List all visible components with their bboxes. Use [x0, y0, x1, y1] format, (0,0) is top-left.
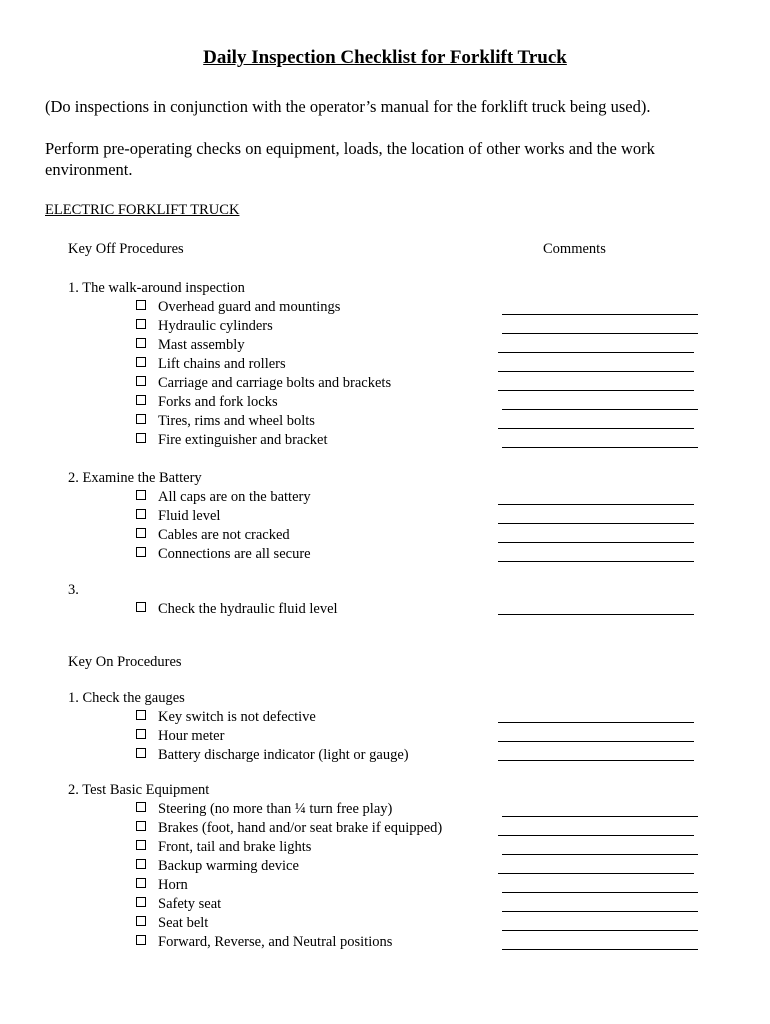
- checklist-item[interactable]: Fire extinguisher and bracket: [136, 432, 328, 449]
- gauges-heading: 1. Check the gauges: [68, 690, 185, 706]
- comment-line[interactable]: [498, 504, 694, 505]
- checkbox[interactable]: [136, 859, 146, 869]
- checkbox[interactable]: [136, 821, 146, 831]
- checkbox[interactable]: [136, 802, 146, 812]
- checklist-item[interactable]: Backup warming device: [136, 858, 299, 875]
- comment-line[interactable]: [502, 949, 698, 950]
- comment-line[interactable]: [498, 352, 694, 353]
- checklist-item[interactable]: Forks and fork locks: [136, 394, 278, 411]
- checkbox[interactable]: [136, 357, 146, 367]
- checklist-item[interactable]: Overhead guard and mountings: [136, 299, 340, 316]
- comment-line[interactable]: [498, 741, 694, 742]
- checkbox[interactable]: [136, 509, 146, 519]
- comments-heading: Comments: [543, 241, 606, 257]
- comment-line[interactable]: [498, 614, 694, 615]
- comment-line[interactable]: [502, 447, 698, 448]
- comment-line[interactable]: [498, 390, 694, 391]
- comment-line[interactable]: [498, 760, 694, 761]
- checkbox[interactable]: [136, 878, 146, 888]
- checklist-item[interactable]: Mast assembly: [136, 337, 245, 354]
- checklist-item[interactable]: Fluid level: [136, 508, 220, 525]
- checkbox[interactable]: [136, 897, 146, 907]
- checklist-item[interactable]: Lift chains and rollers: [136, 356, 286, 373]
- comment-line[interactable]: [498, 428, 694, 429]
- comment-line[interactable]: [498, 371, 694, 372]
- comment-line[interactable]: [502, 409, 698, 410]
- checklist-item[interactable]: Safety seat: [136, 896, 221, 913]
- checkbox[interactable]: [136, 414, 146, 424]
- checklist-item[interactable]: Connections are all secure: [136, 546, 311, 563]
- comment-line[interactable]: [502, 816, 698, 817]
- intro-instruction-line1: Perform pre-operating checks on equipment, loads, the location of other works and the work: [45, 139, 655, 158]
- checkbox[interactable]: [136, 710, 146, 720]
- comment-line[interactable]: [498, 523, 694, 524]
- comment-line[interactable]: [498, 561, 694, 562]
- checkbox[interactable]: [136, 490, 146, 500]
- checklist-item[interactable]: Tires, rims and wheel bolts: [136, 413, 315, 430]
- checklist-item[interactable]: Carriage and carriage bolts and brackets: [136, 375, 391, 392]
- checkbox[interactable]: [136, 729, 146, 739]
- hydraulic-heading: 3.: [68, 582, 79, 598]
- checklist-item[interactable]: Horn: [136, 877, 188, 894]
- checkbox[interactable]: [136, 376, 146, 386]
- checkbox[interactable]: [136, 300, 146, 310]
- intro-instruction-line2: environment.: [45, 160, 133, 179]
- checkbox[interactable]: [136, 602, 146, 612]
- basic-equipment-heading: 2. Test Basic Equipment: [68, 782, 210, 798]
- checkbox[interactable]: [136, 319, 146, 329]
- comment-line[interactable]: [498, 542, 694, 543]
- comment-line[interactable]: [498, 873, 694, 874]
- comment-line[interactable]: [498, 722, 694, 723]
- checklist-item[interactable]: Forward, Reverse, and Neutral positions: [136, 934, 392, 951]
- comment-line[interactable]: [502, 314, 698, 315]
- comment-line[interactable]: [502, 911, 698, 912]
- checkbox[interactable]: [136, 433, 146, 443]
- checklist-item[interactable]: Brakes (foot, hand and/or seat brake if equipped): [136, 820, 442, 837]
- key-on-heading: Key On Procedures: [68, 654, 182, 670]
- page-title: Daily Inspection Checklist for Forklift Truck: [203, 47, 567, 68]
- checklist-item[interactable]: Hydraulic cylinders: [136, 318, 273, 335]
- checkbox[interactable]: [136, 748, 146, 758]
- checkbox[interactable]: [136, 338, 146, 348]
- walk-around-heading: 1. The walk-around inspection: [68, 280, 245, 296]
- checkbox[interactable]: [136, 547, 146, 557]
- checklist-item[interactable]: Battery discharge indicator (light or gauge): [136, 747, 409, 764]
- section-heading: ELECTRIC FORKLIFT TRUCK: [45, 202, 240, 218]
- checkbox[interactable]: [136, 528, 146, 538]
- key-off-heading: Key Off Procedures: [68, 241, 184, 257]
- intro-note: (Do inspections in conjunction with the operator’s manual for the forklift truck being used).: [45, 97, 651, 116]
- comment-line[interactable]: [502, 333, 698, 334]
- checklist-item[interactable]: Cables are not cracked: [136, 527, 290, 544]
- checklist-item[interactable]: Hour meter: [136, 728, 224, 745]
- comment-line[interactable]: [502, 930, 698, 931]
- comment-line[interactable]: [502, 892, 698, 893]
- checklist-item[interactable]: Key switch is not defective: [136, 709, 316, 726]
- checkbox[interactable]: [136, 916, 146, 926]
- checkbox[interactable]: [136, 935, 146, 945]
- comment-line[interactable]: [502, 854, 698, 855]
- checkbox[interactable]: [136, 840, 146, 850]
- checklist-item[interactable]: Seat belt: [136, 915, 208, 932]
- checkbox[interactable]: [136, 395, 146, 405]
- checklist-item[interactable]: Check the hydraulic fluid level: [136, 601, 338, 618]
- checklist-item[interactable]: Front, tail and brake lights: [136, 839, 311, 856]
- comment-line[interactable]: [498, 835, 694, 836]
- checklist-item[interactable]: All caps are on the battery: [136, 489, 311, 506]
- battery-heading: 2. Examine the Battery: [68, 470, 202, 486]
- checklist-item[interactable]: Steering (no more than ¼ turn free play): [136, 801, 392, 818]
